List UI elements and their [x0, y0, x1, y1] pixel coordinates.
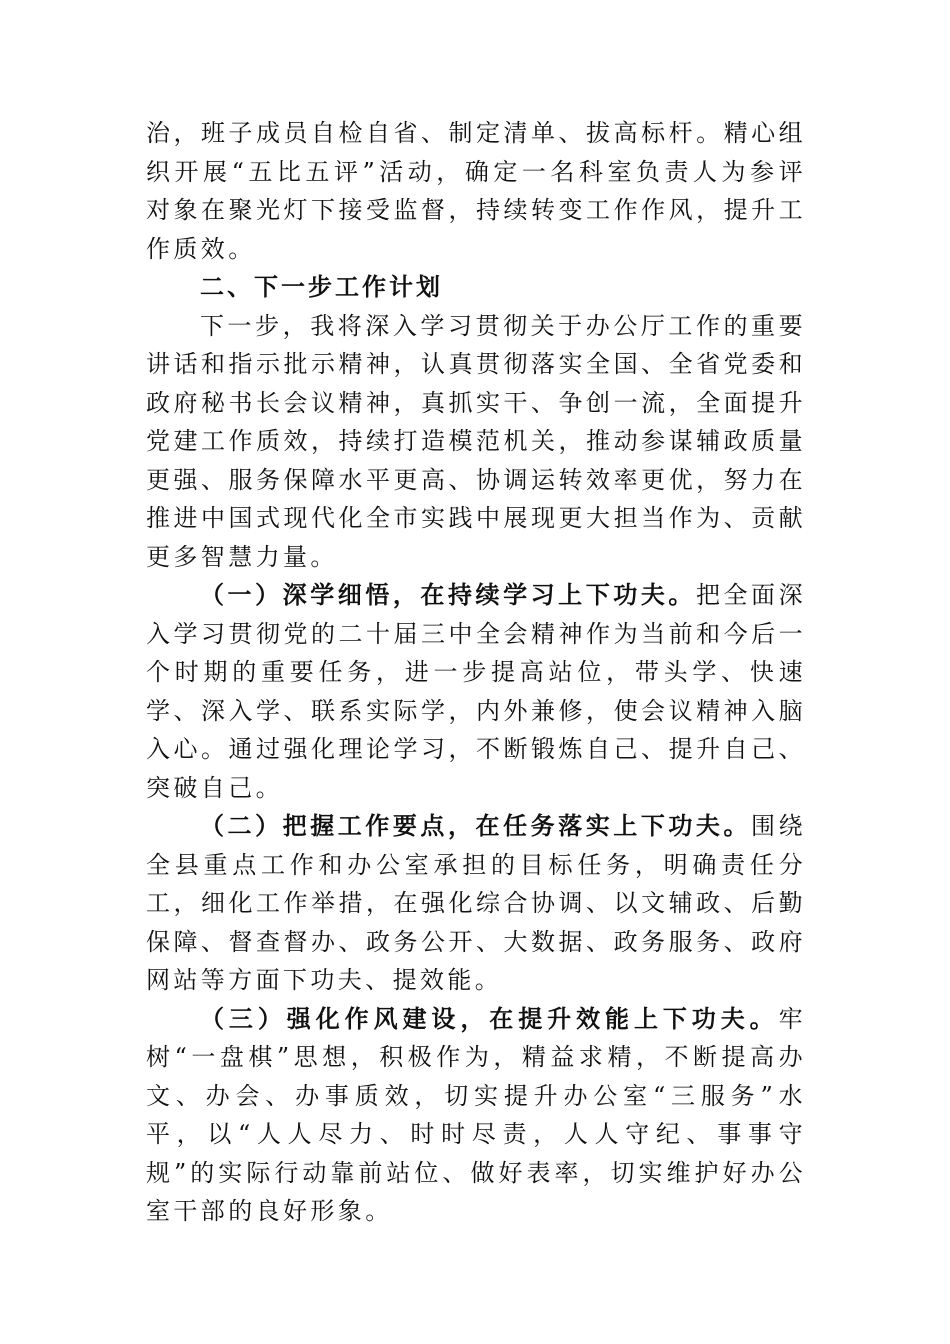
document-body — [146, 114, 806, 1231]
continued-paragraph-text: 治，班子成员自检自省、制定清单、拔高标杆。精心组织开展“五比五评”活动，确定一名科室负责人为参评对象在聚光灯下接受监督，持续转变工作作风，提升工作质效。 — [146, 119, 806, 263]
section-heading: 二、下一步工作计划 — [200, 273, 443, 301]
plan-item-2 — [146, 807, 806, 1000]
plan-intro-paragraph: 下一步，我将深入学习贯彻关于办公厅工作的重要讲话和指示批示精神，认真贯彻落实全国、全省党委和政府秘书长会议精神，真抓实干、争创一流，全面提升党建工作质效，持续打造模范机关，推动参谋辅政质量更强、服务保障水平更高、协调运转效率更优，努力在推进中国式现代化全市实践中展现更大担当作为、贡献更多智慧力量。 — [146, 311, 806, 571]
plan-item-2-text: 围绕全县重点工作和办公室承担的目标任务，明确责任分工，细化工作举措，在强化综合协调、以文辅政、后勤保障、督查督办、政务公开、大数据、政务服务、政府网站等方面下功夫、提效能。 — [146, 812, 806, 994]
plan-item-1-text: 把全面深入学习贯彻党的二十届三中全会精神作为当前和今后一个时期的重要任务，进一步提高站位，带头学、快速学、深入学、联系实际学，内外兼修，使会议精神入脑入心。通过强化理论学习，不断锻炼自己、提升自己、突破自己。 — [146, 581, 806, 802]
plan-item-1-lead: （一）深学细悟，在持续学习上下功夫。 — [200, 580, 696, 609]
plan-item-2-lead: （二）把握工作要点，在任务落实上下功夫。 — [200, 811, 752, 840]
plan-item-3 — [146, 1000, 806, 1231]
plan-item-1 — [146, 576, 806, 807]
plan-item-3-text: 牢树“一盘棋”思想，积极作为，精益求精，不断提高办文、办会、办事质效，切实提升办公室“三服务”水平，以“人人尽力、时时尽责，人人守纪、事事守规”的实际行动靠前站位、做好表率，切实维护好办公室干部的良好形象。 — [146, 1004, 806, 1225]
continued-paragraph — [146, 114, 806, 268]
plan-item-3-lead: （三）强化作风建设，在提升效能上下功夫。 — [200, 1003, 779, 1033]
